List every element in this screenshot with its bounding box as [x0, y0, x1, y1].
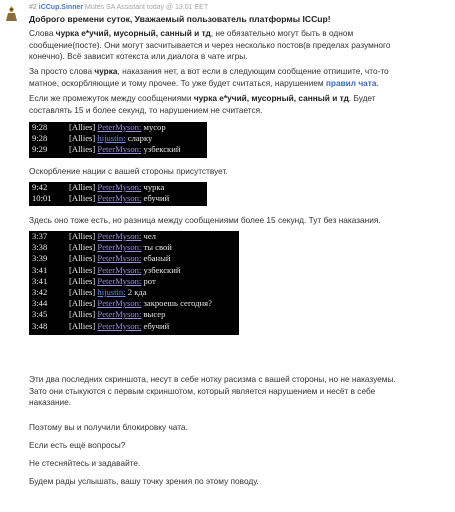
chat-line: 9:42 [Allies] PeterMyson: чурка [32, 182, 165, 192]
paragraph-8: Если есть ещё вопросы? [29, 440, 126, 450]
post-greeting: Доброго времени суток, Уважаемый пользователь платформы ICCup! [29, 14, 331, 24]
post-date[interactable]: today @ 13:01 EET [146, 4, 209, 11]
paragraph-6: Эти два последних скриншота, несут в себе нотку расизма с вашей стороны, но не наказуемы. Зато они стыкуются с первым скриншотом, который является нарушением и несёт в себе наказание. [29, 374, 396, 407]
paragraph-10: Будем рады услышать, вашу точку зрения по этому поводу. [29, 476, 259, 486]
user-avatar[interactable] [4, 5, 19, 22]
chat-line: 3:48 [Allies] PeterMyson: ебучий [32, 320, 170, 331]
paragraph-4: Оскорбление нации с вашей стороны присутствует. [29, 166, 228, 176]
author-role: Mutes SA Assistant [85, 4, 145, 11]
chat-rules-link[interactable]: правил чата [325, 77, 377, 88]
paragraph-3: Если же промежуток между сообщениями чурка е*учий, мусорный, санный и тд. Будет составлять 15 и более секунд, то нарушением не считается. [29, 93, 376, 115]
chat-line: 3:45 [Allies] PeterMyson: высер [32, 309, 166, 320]
chat-line: 10:01 [Allies] PeterMyson: ебучий [32, 193, 170, 204]
post-author[interactable]: iCCup.Sinner [38, 4, 84, 11]
chat-line: 9:29 [Allies] PeterMyson: узбекский [32, 144, 181, 155]
post-meta [29, 4, 208, 11]
chat-line: 3:39 [Allies] PeterMyson: ебаный [32, 253, 171, 264]
chat-line: 3:37 [Allies] PeterMyson: чел [32, 231, 156, 241]
paragraph-7: Поэтому вы и получили блокировку чата. [29, 422, 188, 432]
chat-line: 3:42 [Allies] hijustin: 2 кда [32, 286, 147, 297]
post-number[interactable]: #2 [29, 4, 37, 11]
chat-line: 3:44 [Allies] PeterMyson: закроешь сегодня? [32, 298, 212, 309]
paragraph-9: Не стесняйтесь и задавайте. [29, 458, 141, 468]
chat-line: 9:28 [Allies] hijustin: сларку [32, 133, 153, 144]
chat-line: 3:41 [Allies] PeterMyson: узбекский [32, 264, 181, 275]
chat-line: 3:41 [Allies] PeterMyson: рот [32, 275, 156, 286]
paragraph-1: Слова чурка е*учий, мусорный, санный и тд, не обязательно могут быть в одном сообщение(посте). Они могут засчитывается и через несколько постов(в пределах разумного конечно). Всё зависит котекста или диалога в чате игры. [29, 28, 391, 61]
chat-line: 9:28 [Allies] PeterMyson: мусор [32, 122, 166, 132]
chat-screenshot-3 [29, 231, 239, 335]
paragraph-2: За просто слова чурка, наказания нет, а вот если в следующим сообщение отпишите, что-то матное, оскорбляющие и тому прочее. То уже будет считаться, нарушением правил чата. [29, 66, 389, 88]
chat-screenshot-1 [29, 122, 207, 158]
chat-line: 3:38 [Allies] PeterMyson: ты свой [32, 242, 172, 253]
chat-screenshot-2 [29, 182, 207, 206]
paragraph-5: Здесь оно тоже есть, но разница между сообщениями более 15 секунд. Тут без наказания. [29, 215, 381, 225]
